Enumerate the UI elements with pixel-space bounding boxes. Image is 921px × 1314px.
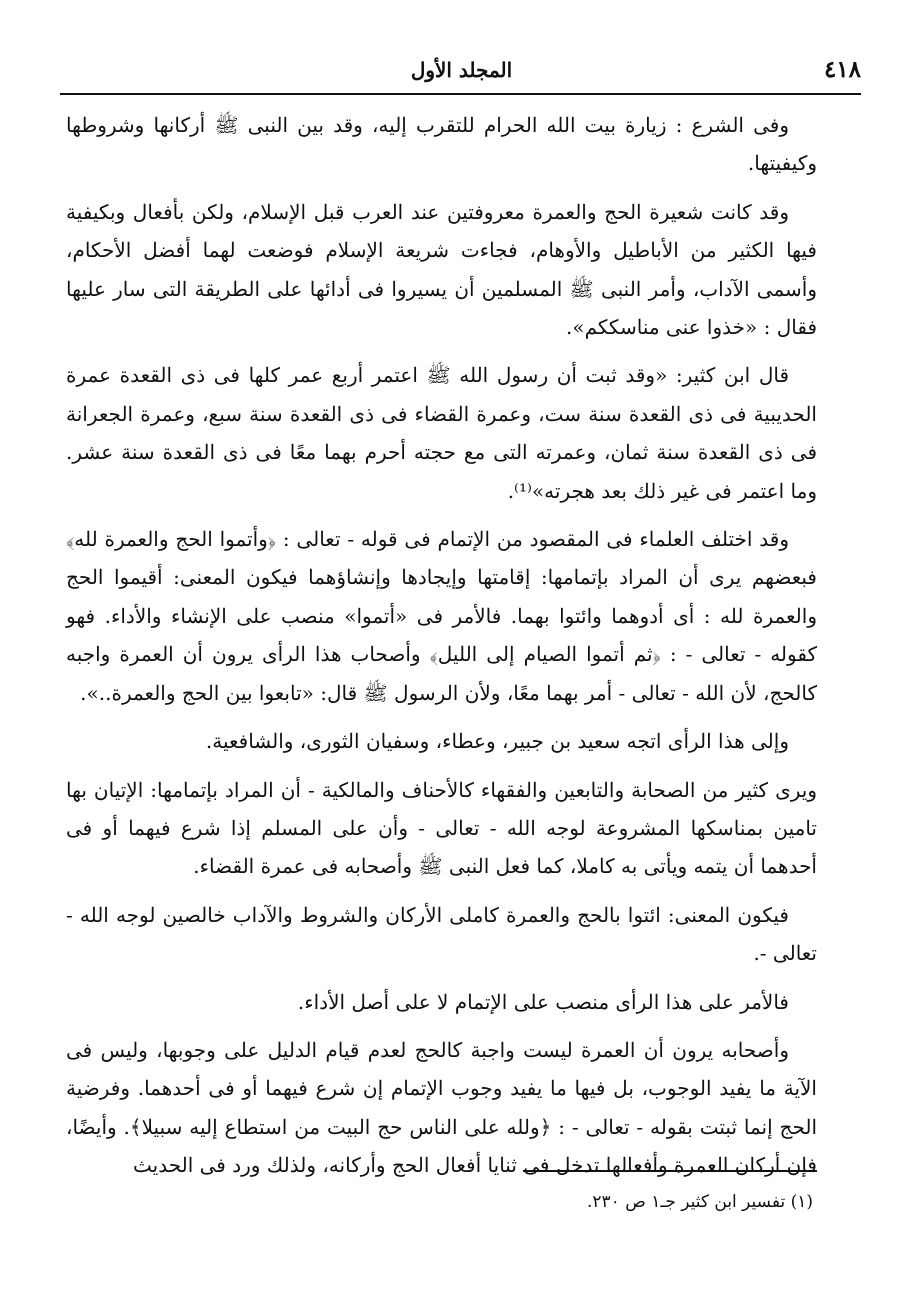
- paragraph-command-completion: فالأمر على هذا الرأى منصب على الإتمام لا على أصل الأداء.: [297, 989, 789, 1014]
- paragraph-first-view-holders: وإلى هذا الرأى اتجه سعيد بن جبير، وعطاء، وسفيان الثورى، والشافعية.: [205, 729, 789, 754]
- paragraph-shari-definition: وفى الشرع : زيارة بيت الله الحرام للتقرب إليه، وقد بين النبى ﷺ أركانها وشروطها وكيفيتها.: [66, 113, 817, 176]
- footnote: (١) تفسير ابن كثير جـ١ ص ٢٣٠.: [587, 1192, 813, 1212]
- paragraph-umrah-not-obligatory: وأصحابه يرون أن العمرة ليست واجبة كالحج لعدم قيام الدليل على وجوبها، وليس فى الآية ما يفيد الوجوب، بل فيها ما يفيد وجوب الإتمام إن شرع فيهما أو فى أحدهما. وفرضية الحج إنما ثبتت بقوله - تعالى - : ﴿ولله على الناس حج البيت من استطاع إليه سبيلا﴾. وأيضًا، فإن أركان العمرة وأفعالها تدخل فى ثنايا أفعال الحج وأركانه، ولذلك ورد فى الحديث: [66, 1037, 818, 1178]
- paragraph-ibn-kathir-quote: قال ابن كثير: «وقد ثبت أن رسول الله ﷺ اعتمر أربع عمر كلها فى ذى القعدة عمرة الحديبية فى ذى القعدة سنة ست، وعمرة القضاء فى ذى القعدة سنة سبع، وعمرة الجعرانة فى ذى القعدة سنة ثمان، وعمرته التى مع حجته أحرم بهما معًا فى ذى القعدة سنة عشر. وما اعتمر فى غير ذلك بعد هجرته»⁽¹⁾.: [66, 363, 817, 503]
- page-header: [62, 52, 861, 90]
- paragraph-meaning: فيكون المعنى: ائتوا بالحج والعمرة كاملى الأركان والشروط والآداب خالصين لوجه الله - تعالى -.: [66, 902, 817, 966]
- paragraph-scholars-differ: وقد اختلف العلماء فى المقصود من الإتمام فى قوله - تعالى : ﴿وأتموا الحج والعمرة لله﴾ فبعضهم يرى أن المراد بإتمامها: إقامتها وإيجادها وإنشاؤهما فيكون المعنى: أقيموا الحج والعمرة لله : أى أدوهما وائتوا بهما. فالأمر فى «أتموا» منصب على الإنشاء والأداء. فهو كقوله - تعالى - : ﴿ثم أتموا الصيام إلى الليل﴾ وأصحاب هذا الرأى يرون أن العمرة واجبه كالحج، لأن الله - تعالى - أمر بهما معًا، ولأن الرسول ﷺ قال: «تابعوا بين الحج والعمرة..».: [66, 527, 817, 705]
- page-body: [66, 106, 817, 1195]
- paragraph-second-view: ويرى كثير من الصحابة والتابعين والفقهاء كالأحناف والمالكية - أن المراد بإتمامها: الإتيان بها تامين بمناسكها المشروعة لوجه الله - تعالى - وأن على المسلم إذا شرع فيهما أو فى أحدهما أن يتمه ويأتى به كاملا، كما فعل النبى ﷺ وأصحابه فى عمرة القضاء.: [66, 777, 817, 879]
- volume-title: المجلد الأول: [410, 58, 513, 82]
- header-rule: [60, 93, 861, 95]
- page-number: ٤١٨: [823, 56, 861, 83]
- paragraph-pre-islamic-rites: وقد كانت شعيرة الحج والعمرة معروفتين عند العرب قبل الإسلام، ولكن بأفعال وبكيفية فيها الكثير من الأباطيل والأوهام، فجاءت شريعة الإسلام فوضعت لهما أفضل الأحكام، وأسمى الآداب، وأمر النبى ﷺ المسلمين أن يسيروا فى أدائها على الطريقة التى سار عليها فقال : «خذوا عنى مناسككم».: [66, 199, 817, 340]
- footnote-rule: [523, 1170, 817, 1172]
